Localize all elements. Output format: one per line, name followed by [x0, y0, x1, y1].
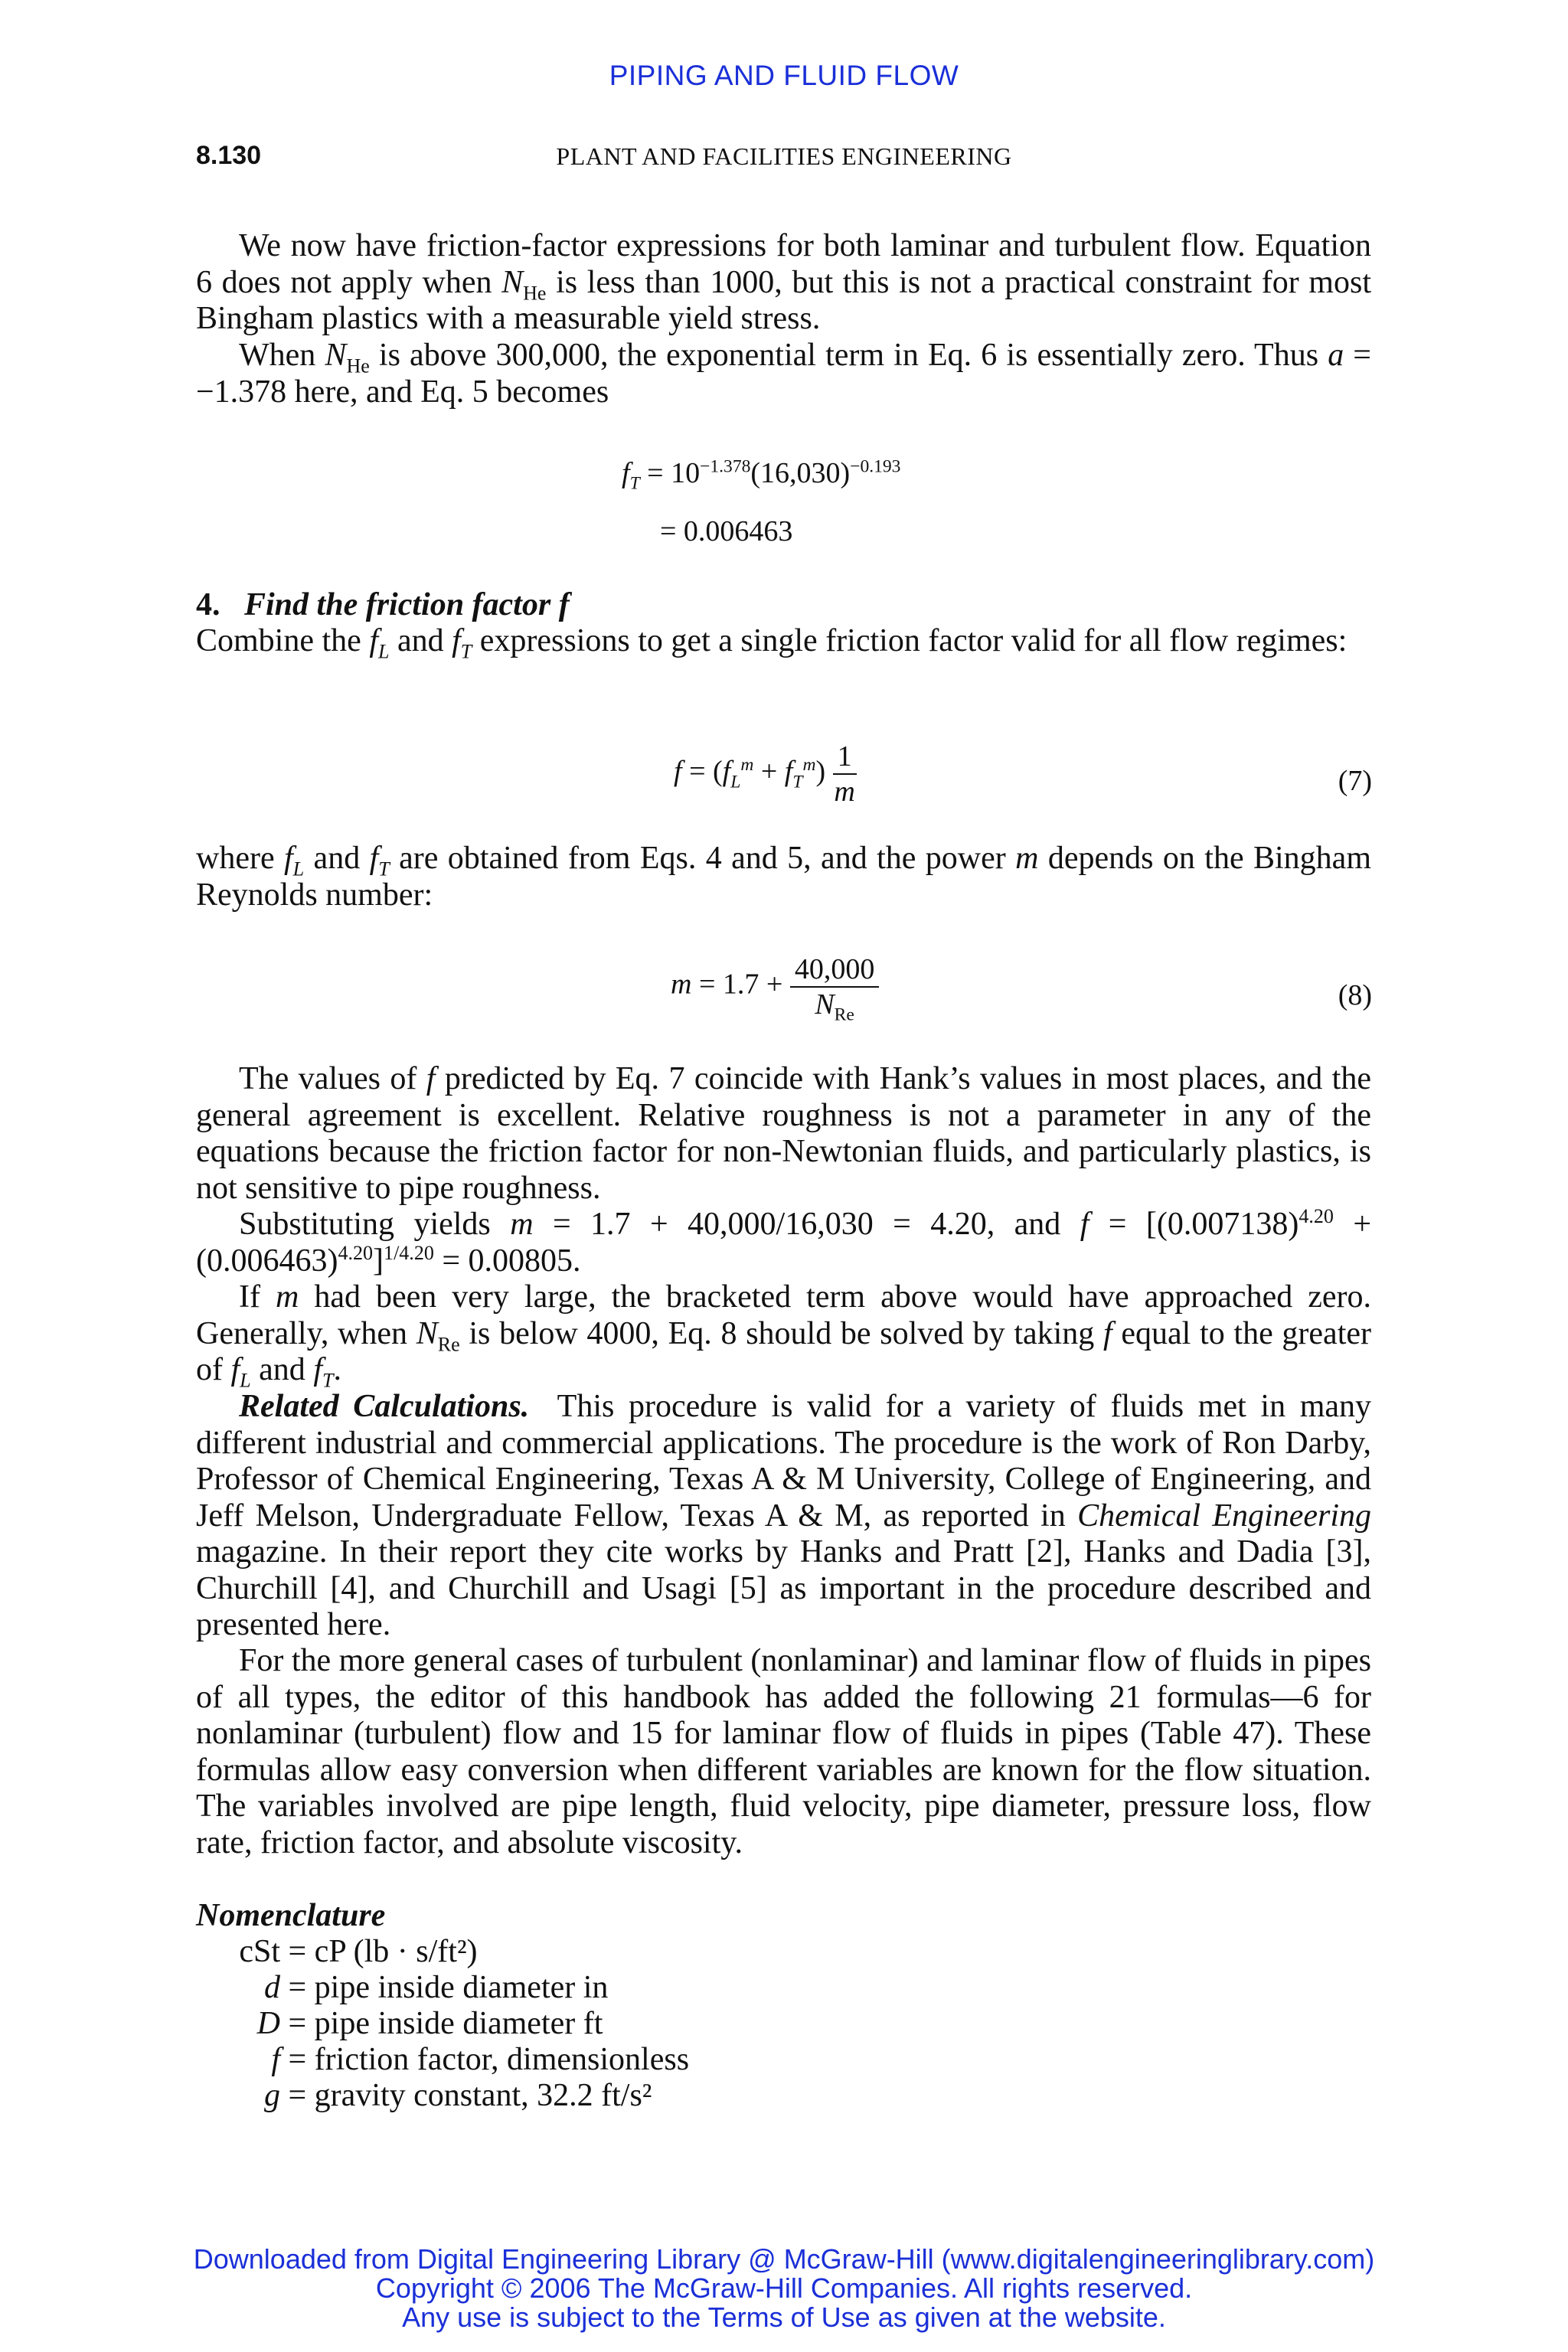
step4-heading: 4. Find the friction factor f [196, 587, 570, 622]
paragraph-general-cases: For the more general cases of turbulent (nonlaminar) and laminar flow of fluids in pipes of all types, the editor of this handbook has added the following 21 formulas—6 for nonlaminar (turbulent) flow and 15 for laminar flow of fluids in pipes (Table 47). These formulas allow easy conversion when different variables are known for the flow situation. The variables involved are pipe length, fluid velocity, pipe diameter, pressure loss, flow rate, friction factor, and absolute viscosity. [196, 1643, 1371, 1860]
footer-terms: Any use is subject to the Terms of Use as given at the website. [402, 2301, 1166, 2333]
paragraph-where: where $f_L$ and $f_T$ are obtained from Eqs. 4 and 5, and the power m depends on the Bingham Reynolds number: [196, 841, 1371, 913]
nomenclature-row: g = gravity constant, 32.2 ft/s² [264, 2078, 652, 2113]
page-number: 8.130 [196, 141, 262, 170]
running-head: PLANT AND FACILITIES ENGINEERING [556, 142, 1012, 170]
equation-8-fraction: $\frac{40,000}{N_{Re}}$ [790, 952, 880, 1021]
paragraph-if-m: If m had been very large, the bracketed term above would have approached zero. Generally, when $N_{Re}$ is below 4000, Eq. 8 should be solved by taking f equal to the greater of $f_L$ and $f_T$. [196, 1279, 1371, 1392]
nomenclature-row: f = friction factor, dimensionless [271, 2042, 690, 2077]
related-calculations-heading: Related Calculations. [239, 1389, 530, 1424]
paragraph-substituting: Substituting yields m = 1.7 + 40,000/16,030 = 4.20, and $f = [(0.007138)^{4.20} + (0.006463)^{4.20}]^{1/4.20} = 0.00805$. [196, 1205, 1372, 1279]
equation-ft-line2: = 0.006463 [660, 515, 793, 547]
equation-ft-line1: $f_T = 10^{-1.378}(16,030)^{-0.193}$ [622, 456, 901, 494]
footer [0, 2245, 1568, 2332]
paragraph-nhe: When $N_{He}$ is above 300,000, the exponential term in Eq. 6 is essentially zero. Thus a = −1.378 here, and Eq. 5 becomes [196, 338, 1371, 410]
equation-7: $f = (f_L^m + f_T^m)$ $\frac{1}{m}$ [674, 740, 855, 808]
paragraph-related: Related Calculations. This procedure is valid for a variety of fluids met in many different industrial and commercial applications. The procedure is the work of Ron Darby, Professor of Chemical Engineering, Texas A & M University, College of Engineering, and Jeff Melson, Undergraduate Fellow, Texas A & M, as reported in Chemical Engineering magazine. In their report they cite works by Hanks and Pratt [2], Hanks and Dadia [3], Churchill [4], and Churchill and Usagi [5] as important in the procedure described and presented here. [196, 1389, 1372, 1642]
nomenclature-row: D = pipe inside diameter ft [256, 2006, 603, 2041]
equation-7-number: (7) [1338, 765, 1372, 797]
nomenclature-row: d = pipe inside diameter in [264, 1970, 609, 2005]
paragraph-combine: Combine the $f_L$ and $f_T$ expressions to get a single friction factor valid for all flow regimes: [196, 623, 1348, 663]
equation-8: m = 1.7 + $\frac{40,000}{N_{Re}}$ [671, 952, 879, 1021]
equation-7-fraction: $\frac{1}{m}$ [834, 740, 855, 808]
nomenclature-row: cSt = cP (lb · s/ft²) [239, 1934, 478, 1969]
top-banner: PIPING AND FLUID FLOW [609, 60, 959, 91]
paragraph-values: The values of f predicted by Eq. 7 coincide with Hank’s values in most places, and the general agreement is excellent. Relative roughness is not a parameter in any of the equations because the friction factor for non-Newtonian fluids, and particularly plastics, is not sensitive to pipe roughness. [196, 1061, 1371, 1206]
footer-download-link[interactable]: Downloaded from Digital Engineering Library @ McGraw-Hill (www.digitalengineeringlibrary.com) [193, 2243, 1375, 2275]
equation-8-number: (8) [1338, 979, 1372, 1011]
paragraph-intro: We now have friction-factor expressions for both laminar and turbulent flow. Equation 6 does not apply when $N_{He}$ is less than 1000, but this is not a practical constraint for most Bingham plastics with a measurable yield stress. [196, 228, 1371, 336]
nomenclature-heading: Nomenclature [196, 1898, 386, 1933]
footer-copyright: Copyright © 2006 The McGraw-Hill Companies. All rights reserved. [375, 2272, 1193, 2304]
